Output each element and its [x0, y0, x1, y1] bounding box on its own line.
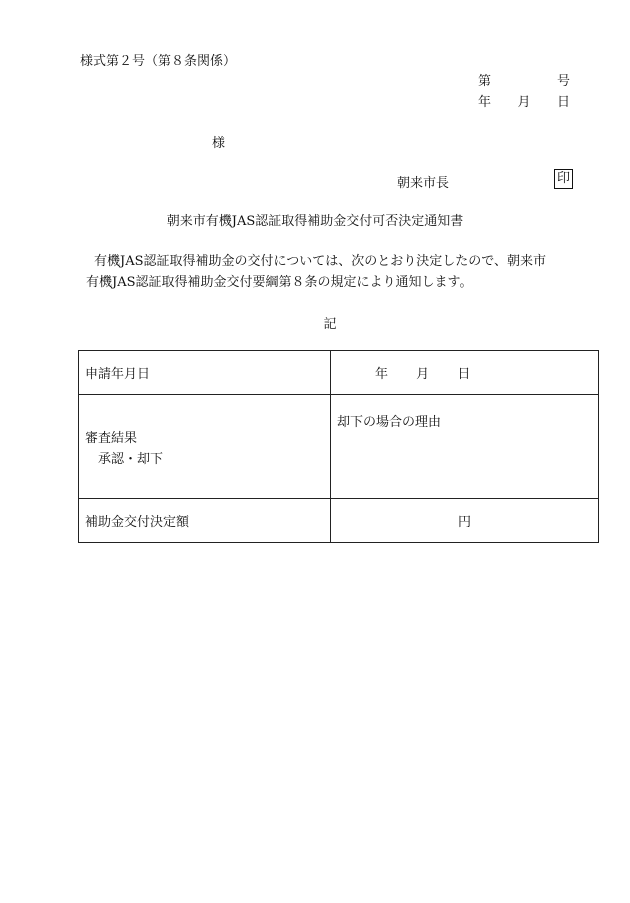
- rejection-reason-field[interactable]: [331, 395, 599, 499]
- doc-number-suffix: 号: [556, 74, 570, 89]
- doc-number-prefix: 第: [478, 74, 492, 89]
- document-number: [478, 70, 570, 89]
- grant-amount-label: 補助金交付決定額: [79, 499, 331, 543]
- issue-date-month: 月: [517, 95, 531, 110]
- review-result-options[interactable]: 承認・却下: [98, 451, 164, 467]
- application-date-month: 月: [416, 367, 430, 382]
- application-date-label: 申請年月日: [79, 351, 331, 395]
- table-row: [79, 499, 599, 543]
- issue-date-day: 日: [556, 95, 570, 110]
- issue-date: [478, 91, 570, 110]
- body-line-1: 有機JAS認証取得補助金の交付については、次のとおり決定したので、朝来市: [94, 254, 546, 269]
- addressee-honorific: 様: [212, 136, 226, 151]
- review-result-label: 審査結果: [85, 430, 138, 446]
- decision-table: [78, 350, 599, 543]
- application-date-day: 日: [457, 367, 471, 382]
- seal-mark: 印: [554, 169, 573, 189]
- sender-name: 朝来市長: [397, 176, 450, 191]
- issue-date-year: 年: [478, 95, 492, 110]
- table-row: [79, 351, 599, 395]
- form-number-label: 様式第２号（第８条関係）: [80, 54, 237, 69]
- body-text: [80, 251, 580, 293]
- table-row: [79, 395, 599, 499]
- document-title: 朝来市有機JAS認証取得補助金交付可否決定通知書: [166, 214, 464, 229]
- note-mark: 記: [323, 317, 337, 332]
- grant-amount-unit: 円: [457, 515, 471, 530]
- application-date-field[interactable]: [331, 351, 599, 395]
- grant-amount-field[interactable]: [331, 499, 599, 543]
- review-result-cell: [79, 395, 331, 499]
- application-date-year: 年: [375, 367, 389, 382]
- body-line-2: 有機JAS認証取得補助金交付要綱第８条の規定により通知します。: [86, 275, 473, 290]
- rejection-reason-label: 却下の場合の理由: [337, 415, 442, 430]
